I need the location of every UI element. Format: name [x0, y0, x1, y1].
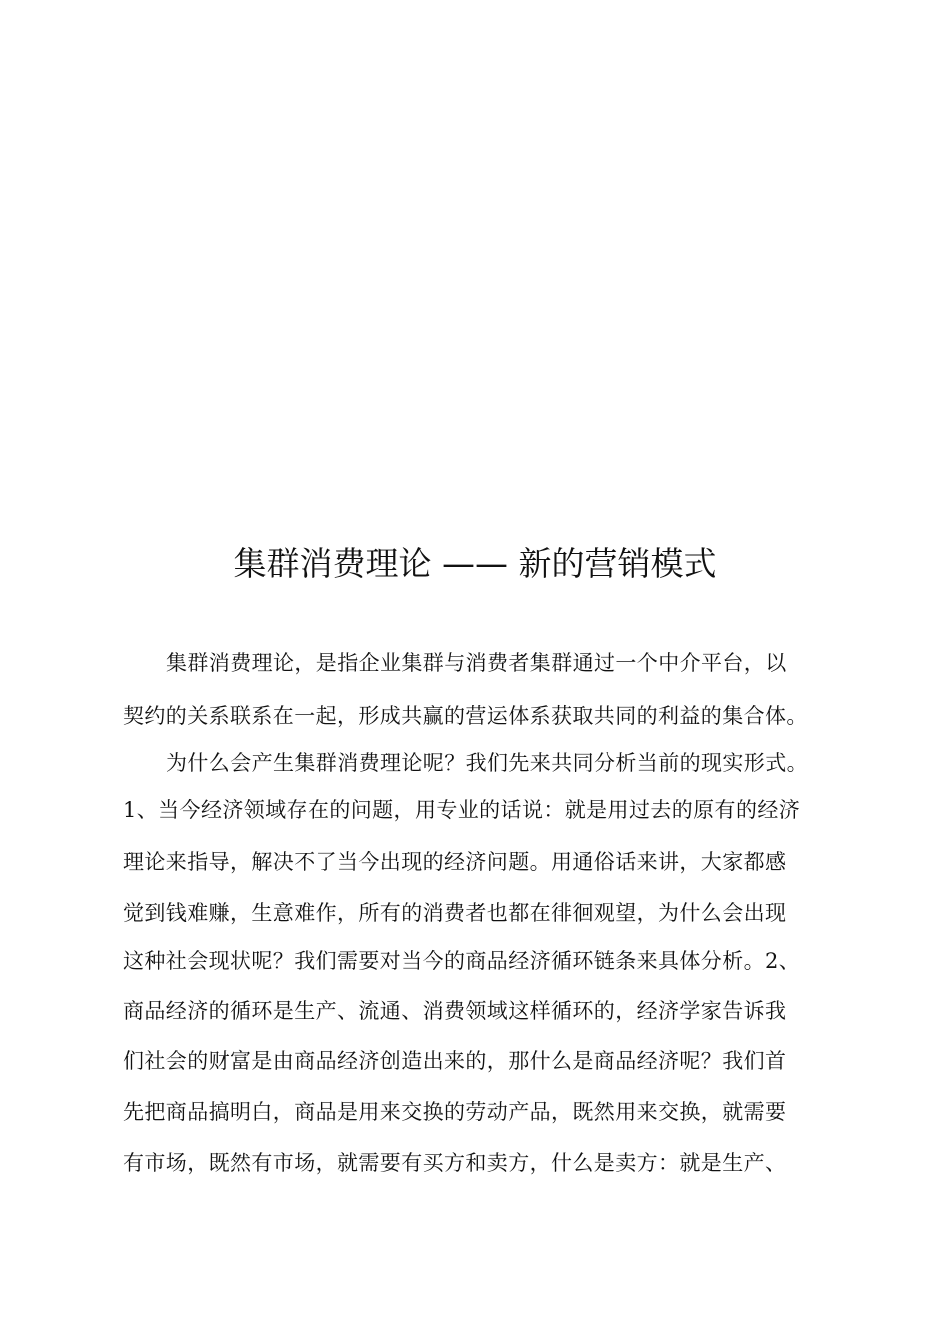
paragraph-line-4: 1、当今经济领域存在的问题，用专业的话说：就是用过去的原有的经济	[123, 798, 801, 822]
paragraph-line-10: 先把商品搞明白，商品是用来交换的劳动产品，既然用来交换，就需要	[123, 1100, 787, 1124]
paragraph-line-1: 集群消费理论，是指企业集群与消费者集群通过一个中介平台，以	[166, 651, 787, 675]
paragraph-line-2: 契约的关系联系在一起，形成共赢的营运体系获取共同的利益的集合体。	[123, 704, 808, 728]
paragraph-line-5: 理论来指导，解决不了当今出现的经济问题。用通俗话来讲，大家都感	[123, 850, 787, 874]
document-title: 集群消费理论 —— 新的营销模式	[233, 544, 717, 583]
paragraph-line-3: 为什么会产生集群消费理论呢？我们先来共同分析当前的现实形式。	[166, 751, 808, 775]
paragraph-line-7: 这种社会现状呢？我们需要对当今的商品经济循环链条来具体分析。2、	[123, 949, 801, 973]
paragraph-line-8: 商品经济的循环是生产、流通、消费领域这样循环的，经济学家告诉我	[123, 999, 787, 1023]
paragraph-line-6: 觉到钱难赚，生意难作，所有的消费者也都在徘徊观望，为什么会出现	[123, 901, 787, 925]
paragraph-line-9: 们社会的财富是由商品经济创造出来的，那什么是商品经济呢？我们首	[123, 1049, 787, 1073]
paragraph-line-11: 有市场，既然有市场，就需要有买方和卖方，什么是卖方：就是生产、	[123, 1151, 787, 1175]
